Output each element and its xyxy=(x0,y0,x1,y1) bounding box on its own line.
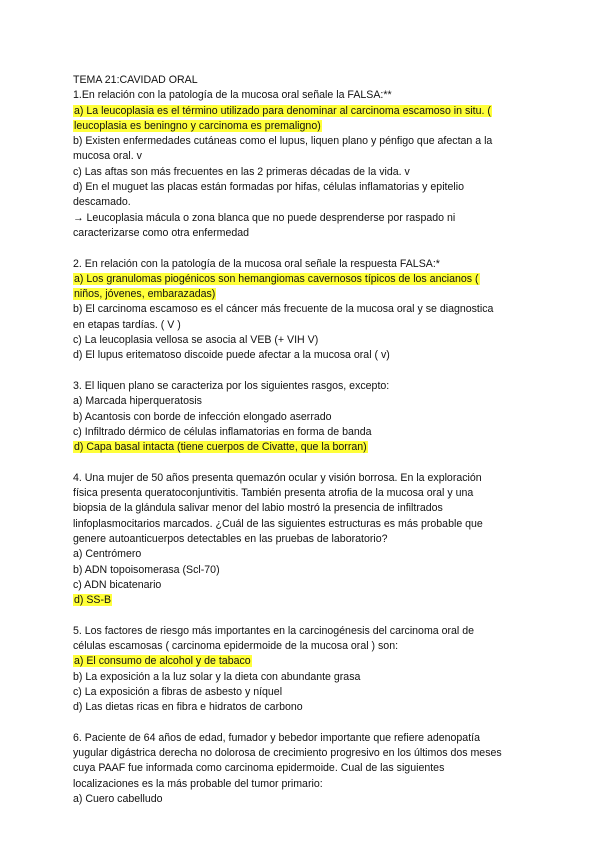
question-4-stem-cont: linfoplasmocitarios marcados. ¿Cuál de las siguientes estructuras es más probable que xyxy=(73,517,483,530)
question-4-stem-cont: genere autoanticuerpos detectables en las pruebas de laboratorio? xyxy=(73,532,388,545)
question-2-answer-a-highlighted: a) Los granulomas piogénicos son hemangiomas cavernosos típicos de los ancianos ( xyxy=(74,272,479,285)
question-3-option-c: c) Infiltrado dérmico de células inflamatorias en forma de banda xyxy=(73,425,372,438)
question-1-note: → Leucoplasia mácula o zona blanca que no puede desprenderse por raspado ni xyxy=(73,211,456,224)
question-6-stem: 6. Paciente de 64 años de edad, fumador y bebedor importante que refiere adenopatía xyxy=(73,731,480,744)
question-2-option-d: d) El lupus eritematoso discoide puede afectar a la mucosa oral ( v) xyxy=(73,349,390,362)
document-body xyxy=(73,73,543,807)
question-1-stem: 1.En relación con la patología de la mucosa oral señale la FALSA:** xyxy=(73,89,392,102)
question-5-stem-cont: células escamosas ( carcinoma epidermoide de la mucosa oral ) son: xyxy=(73,639,399,652)
question-3-option-b: b) Acantosis con borde de infección elongado aserrado xyxy=(73,410,332,423)
question-5-option-c: c) La exposición a fibras de asbesto y níquel xyxy=(73,685,283,698)
question-4-stem: 4. Una mujer de 50 años presenta quemazón ocular y visión borrosa. En la exploración xyxy=(73,471,482,484)
question-5-option-d: d) Las dietas ricas en fibra e hidratos de carbono xyxy=(73,701,303,714)
spacer xyxy=(73,455,543,470)
question-4-stem-cont: física presenta queratoconjuntivitis. También presenta atrofia de la mucosa oral y una xyxy=(73,487,474,500)
question-4-option-c: c) ADN bicatenario xyxy=(73,578,162,591)
question-2-answer-a-highlighted-cont: niños, jóvenes, embarazadas) xyxy=(74,288,216,301)
question-5-stem: 5. Los factores de riesgo más importantes en la carcinogénesis del carcinoma oral de xyxy=(73,624,475,637)
question-1-option-b: b) Existen enfermedades cutáneas como el lupus, liquen plano y pénfigo que afectan a la xyxy=(73,135,493,148)
question-3-answer-d-highlighted: d) Capa basal intacta (tiene cuerpos de Civatte, que la borran) xyxy=(74,441,367,454)
question-3-stem: 3. El liquen plano se caracteriza por los siguientes rasgos, excepto: xyxy=(73,379,390,392)
question-4-answer-d-highlighted: d) SS-B xyxy=(74,594,112,607)
question-6-stem-cont: yugular digástrica derecha no dolorosa de crecimiento progresivo en los últimos dos meses xyxy=(73,747,502,760)
question-2-stem: 2. En relación con la patología de la mucosa oral señale la respuesta FALSA:* xyxy=(73,257,440,270)
question-1-answer-a-highlighted-cont: leucoplasia es beningno y carcinoma es premaligno) xyxy=(74,119,321,132)
question-4-option-a: a) Centrómero xyxy=(73,548,142,561)
document-title: TEMA 21:CAVIDAD ORAL xyxy=(73,74,198,86)
question-1-option-b-cont: mucosa oral. v xyxy=(73,150,142,163)
spacer xyxy=(73,715,543,730)
spacer xyxy=(73,241,543,256)
question-1-option-d-cont: descamado. xyxy=(73,196,131,209)
question-4-option-b: b) ADN topoisomerasa (Scl-70) xyxy=(73,563,220,576)
question-3-option-a: a) Marcada hiperqueratosis xyxy=(73,395,202,408)
spacer xyxy=(73,608,543,623)
question-2-option-b-cont: en etapas tardías. ( V ) xyxy=(73,318,181,331)
question-6-option-a: a) Cuero cabelludo xyxy=(73,792,163,805)
question-4-stem-cont: biopsia de la glándula salivar menor del labio mostró la presencia de infiltrados xyxy=(73,502,443,515)
question-1-note-cont: caracterizarse como otra enfermedad xyxy=(73,226,250,239)
question-5-option-b: b) La exposición a la luz solar y la dieta con abundante grasa xyxy=(73,670,361,683)
question-6-stem-cont: localizaciones es la más probable del tumor primario: xyxy=(73,777,323,790)
question-5-answer-a-highlighted: a) El consumo de alcohol y de tabaco xyxy=(74,655,251,668)
question-1-option-c: c) Las aftas son más frecuentes en las 2 primeras décadas de la vida. v xyxy=(73,165,410,178)
question-2-option-c: c) La leucoplasia vellosa se asocia al VEB (+ VIH V) xyxy=(73,334,319,347)
question-1-option-d: d) En el muguet las placas están formadas por hifas, células inflamatorias y epitelio xyxy=(73,181,464,194)
question-6-stem-cont: cuya PAAF fue informada como carcinoma epidermoide. Cual de las siguientes xyxy=(73,762,445,775)
question-2-option-b: b) El carcinoma escamoso es el cáncer más frecuente de la mucosa oral y se diagnostica xyxy=(73,303,494,316)
question-1-answer-a-highlighted: a) La leucoplasia es el término utilizado para denominar al carcinoma escamoso in situ. ( xyxy=(74,104,491,117)
spacer xyxy=(73,364,543,379)
